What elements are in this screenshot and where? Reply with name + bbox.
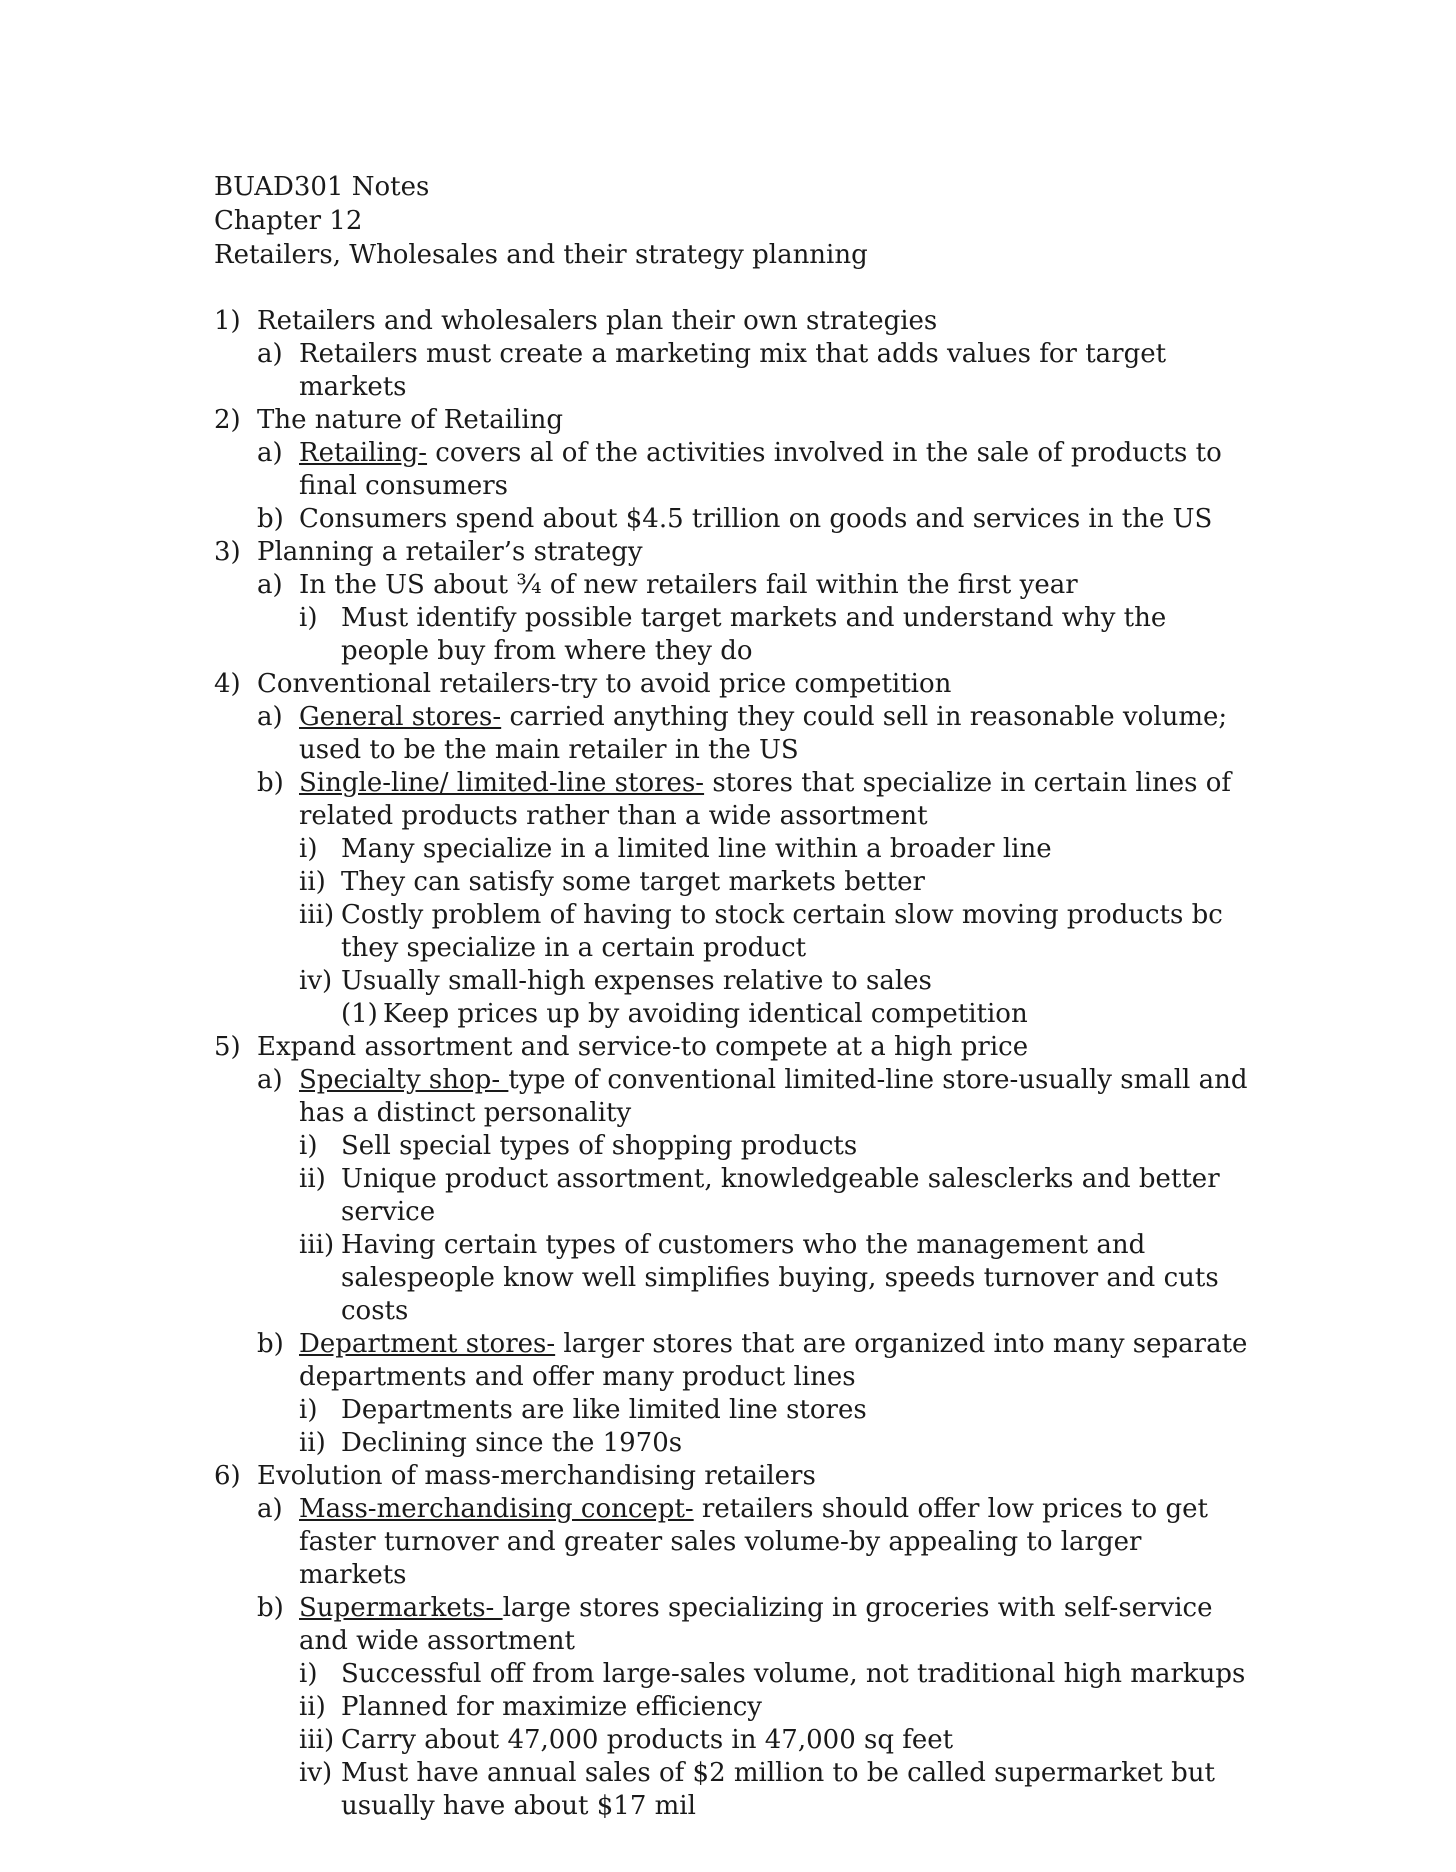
chapter-label: Chapter 12 bbox=[214, 206, 363, 236]
outline-body: Must have annual sales of $2 million to be called supermarket but usually have about $17 mil bbox=[341, 1758, 1215, 1821]
outline-marker: b) bbox=[257, 1329, 284, 1359]
outline-item bbox=[214, 767, 1254, 833]
outline-item bbox=[214, 503, 1254, 536]
outline-body: Planned for maximize efficiency bbox=[341, 1692, 762, 1722]
outline-body: Successful off from large-sales volume, not traditional high markups bbox=[341, 1659, 1246, 1689]
outline-body: Having certain types of customers who the management and salespeople know well simplifies buying, speeds turnover and cuts costs bbox=[341, 1230, 1219, 1326]
outline-marker: i) bbox=[299, 1131, 318, 1161]
defined-term: Department stores- bbox=[299, 1329, 556, 1359]
outline-text bbox=[299, 339, 1166, 402]
outline-item bbox=[214, 1592, 1254, 1658]
course-title: BUAD301 Notes bbox=[214, 172, 430, 202]
outline-text bbox=[299, 1065, 1248, 1128]
outline-text bbox=[341, 1725, 953, 1755]
outline-item bbox=[214, 404, 1254, 437]
outline-text bbox=[299, 570, 1078, 600]
outline-item bbox=[214, 1460, 1254, 1493]
outline-body: large stores specializing in groceries with self-service and wide assortment bbox=[299, 1593, 1213, 1656]
outline-text bbox=[341, 1692, 762, 1722]
outline-item bbox=[214, 536, 1254, 569]
outline-marker: i) bbox=[299, 603, 318, 633]
outline-text bbox=[257, 405, 563, 435]
outline-marker: (1) bbox=[341, 999, 378, 1029]
outline-marker: b) bbox=[257, 768, 284, 798]
outline-body: Conventional retailers-try to avoid price competition bbox=[257, 669, 952, 699]
outline-item bbox=[214, 866, 1254, 899]
outline-text bbox=[299, 768, 1231, 831]
outline-text bbox=[257, 537, 643, 567]
defined-term: Mass-merchandising concept- bbox=[299, 1494, 694, 1524]
outline-item bbox=[214, 1130, 1254, 1163]
outline-body: Expand assortment and service-to compete at a high price bbox=[257, 1032, 1029, 1062]
outline-text bbox=[341, 998, 1028, 1031]
outline-body: stores that specialize in certain lines of related products rather than a wide assortment bbox=[299, 768, 1231, 831]
defined-term: Supermarkets- bbox=[299, 1593, 503, 1623]
outline-marker: i) bbox=[299, 1395, 318, 1425]
outline-item bbox=[214, 305, 1254, 338]
outline-body: Evolution of mass-merchandising retailers bbox=[257, 1461, 816, 1491]
outline-text bbox=[341, 1131, 857, 1161]
outline-item bbox=[214, 569, 1254, 602]
outline-item bbox=[214, 1691, 1254, 1724]
outline-item bbox=[214, 1229, 1254, 1328]
outline-body: Departments are like limited line stores bbox=[341, 1395, 867, 1425]
outline-marker: iii) bbox=[299, 900, 335, 930]
outline-text bbox=[299, 1494, 1208, 1590]
outline-text bbox=[299, 1329, 1247, 1392]
outline-text bbox=[341, 603, 1166, 666]
outline-text bbox=[257, 306, 937, 336]
outline-marker: 3) bbox=[214, 537, 241, 567]
outline-item bbox=[214, 899, 1254, 965]
outline-text bbox=[341, 1395, 867, 1425]
outline-body: In the US about ¾ of new retailers fail within the first year bbox=[299, 570, 1078, 600]
outline-body: Many specialize in a limited line within a broader line bbox=[341, 834, 1052, 864]
outline-body: Unique product assortment, knowledgeable salesclerks and better service bbox=[341, 1164, 1220, 1227]
page-title: Retailers, Wholesales and their strategy planning bbox=[214, 240, 868, 270]
outline-item bbox=[214, 1427, 1254, 1460]
outline-item bbox=[214, 668, 1254, 701]
outline-body: larger stores that are organized into many separate departments and offer many product lines bbox=[299, 1329, 1248, 1392]
outline-marker: ii) bbox=[299, 1692, 326, 1722]
outline-body: carried anything they could sell in reasonable volume; used to be the main retailer in the US bbox=[299, 702, 1228, 765]
outline-text bbox=[341, 834, 1052, 864]
defined-term: Specialty shop- bbox=[299, 1065, 509, 1095]
outline-marker: ii) bbox=[299, 867, 326, 897]
outline-item bbox=[214, 1493, 1254, 1592]
outline-marker: ii) bbox=[299, 1164, 326, 1194]
outline-item bbox=[214, 1328, 1254, 1394]
outline-item bbox=[214, 1394, 1254, 1427]
document-header bbox=[214, 170, 868, 272]
outline-body: retailers should offer low prices to get faster turnover and greater sales volume-by appealing to larger markets bbox=[299, 1494, 1208, 1590]
outline-text bbox=[257, 669, 951, 699]
outline-body: Must identify possible target markets and understand why the people buy from where they do bbox=[341, 603, 1167, 666]
outline-marker: iv) bbox=[299, 966, 333, 996]
outline-text bbox=[299, 702, 1227, 765]
outline-body: Retailers must create a marketing mix that adds values for target markets bbox=[299, 339, 1167, 402]
outline-body: Carry about 47,000 products in 47,000 sq feet bbox=[341, 1725, 954, 1755]
outline-text bbox=[299, 438, 1222, 501]
outline-body: covers al of the activities involved in the sale of products to final consumers bbox=[299, 438, 1222, 501]
outline-item bbox=[214, 701, 1254, 767]
outline-item bbox=[214, 437, 1254, 503]
outline-item bbox=[214, 833, 1254, 866]
outline-item bbox=[214, 1757, 1254, 1823]
outline-body: Usually small-high expenses relative to sales bbox=[341, 966, 932, 996]
outline-text bbox=[341, 1758, 1215, 1821]
outline-marker: a) bbox=[257, 570, 283, 600]
outline-text bbox=[341, 900, 1223, 963]
outline-item bbox=[214, 338, 1254, 404]
outline-text bbox=[299, 504, 1212, 534]
outline-body: type of conventional limited-line store-usually small and has a distinct personality bbox=[299, 1065, 1248, 1128]
outline-marker: iii) bbox=[299, 1725, 335, 1755]
outline-text bbox=[299, 1593, 1212, 1656]
outline-marker: a) bbox=[257, 438, 283, 468]
outline-marker: ii) bbox=[299, 1428, 326, 1458]
outline-body: Retailers and wholesalers plan their own strategies bbox=[257, 306, 938, 336]
outline-item bbox=[214, 602, 1254, 668]
outline-body: Sell special types of shopping products bbox=[341, 1131, 858, 1161]
outline-marker: b) bbox=[257, 1593, 284, 1623]
outline-body: Planning a retailer’s strategy bbox=[257, 537, 643, 567]
outline-marker: b) bbox=[257, 504, 284, 534]
outline-marker: iv) bbox=[299, 1758, 333, 1788]
outline-text bbox=[341, 966, 932, 996]
outline-marker: iii) bbox=[299, 1230, 335, 1260]
notes-outline bbox=[214, 305, 1254, 1823]
defined-term: General stores- bbox=[299, 702, 502, 732]
outline-text bbox=[257, 1032, 1028, 1062]
outline-marker: a) bbox=[257, 702, 283, 732]
outline-text bbox=[341, 1164, 1220, 1227]
outline-item bbox=[214, 965, 1254, 998]
outline-text bbox=[341, 1230, 1219, 1326]
outline-marker: a) bbox=[257, 1065, 283, 1095]
outline-item bbox=[214, 1163, 1254, 1229]
outline-body: Consumers spend about $4.5 trillion on goods and services in the US bbox=[299, 504, 1213, 534]
outline-body: Declining since the 1970s bbox=[341, 1428, 683, 1458]
outline-marker: 4) bbox=[214, 669, 241, 699]
outline-body: Costly problem of having to stock certain slow moving products bc they specialize in a certain product bbox=[341, 900, 1223, 963]
outline-text bbox=[341, 867, 925, 897]
outline-item bbox=[214, 1724, 1254, 1757]
outline-body: They can satisfy some target markets better bbox=[341, 867, 925, 897]
defined-term: Single-line/ limited-line stores- bbox=[299, 768, 705, 798]
outline-text bbox=[341, 1428, 682, 1458]
defined-term: Retailing- bbox=[299, 438, 428, 468]
outline-marker: i) bbox=[299, 834, 318, 864]
outline-text bbox=[257, 1461, 816, 1491]
outline-item bbox=[214, 1064, 1254, 1130]
outline-marker: 6) bbox=[214, 1461, 241, 1491]
outline-marker: 2) bbox=[214, 405, 241, 435]
outline-marker: a) bbox=[257, 1494, 283, 1524]
outline-body: Keep prices up by avoiding identical competition bbox=[383, 999, 1028, 1029]
outline-item bbox=[214, 1658, 1254, 1691]
outline-marker: 5) bbox=[214, 1032, 241, 1062]
outline-item bbox=[214, 1031, 1254, 1064]
outline-item bbox=[214, 998, 1254, 1031]
outline-marker: 1) bbox=[214, 306, 241, 336]
outline-text bbox=[341, 1659, 1245, 1689]
outline-marker: a) bbox=[257, 339, 283, 369]
outline-body: The nature of Retailing bbox=[257, 405, 564, 435]
outline-marker: i) bbox=[299, 1659, 318, 1689]
